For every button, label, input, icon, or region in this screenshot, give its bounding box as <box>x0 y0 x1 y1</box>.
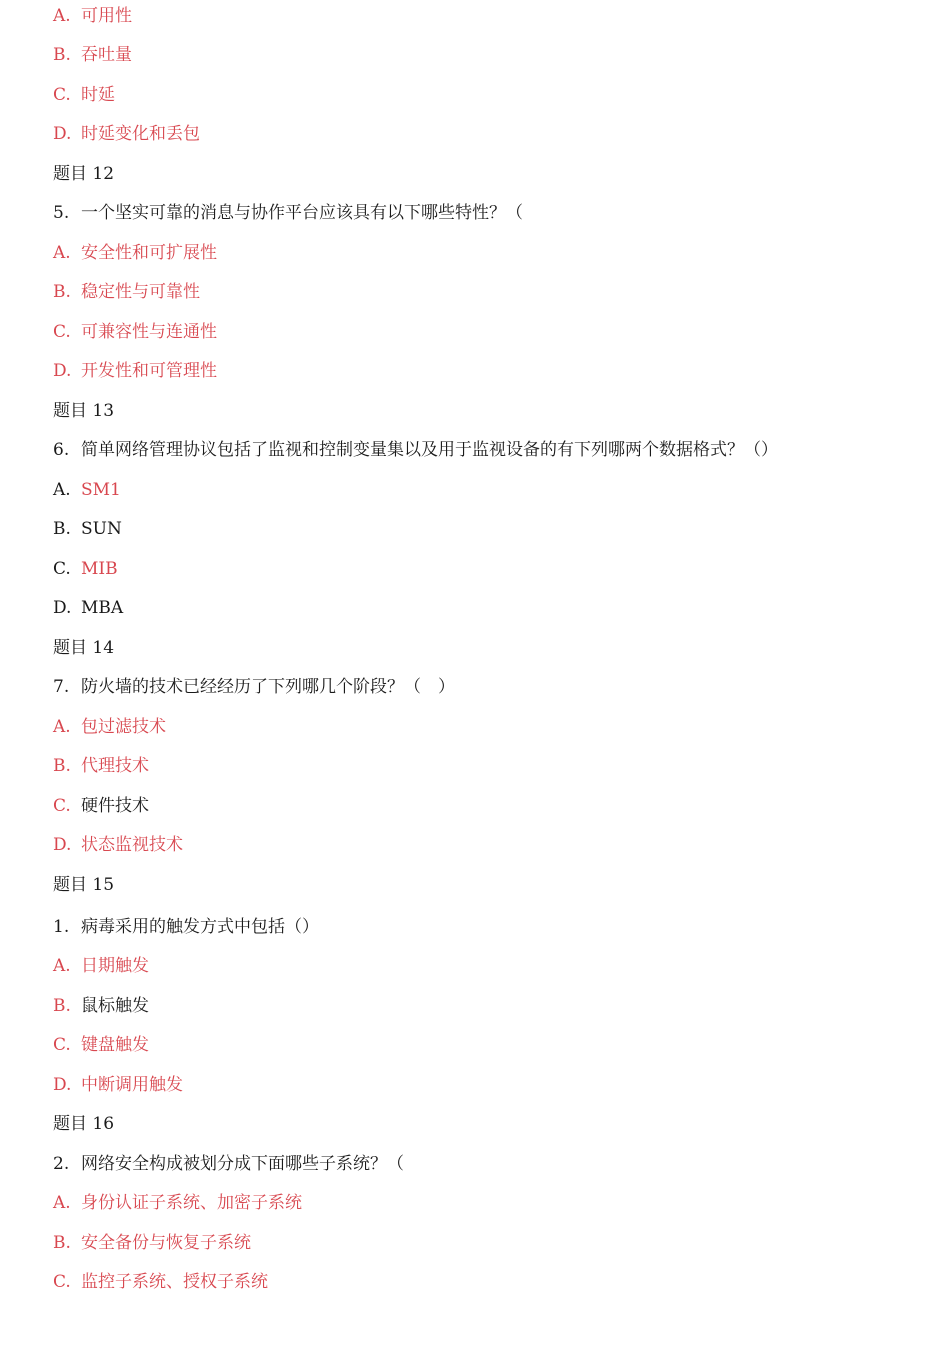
option-label: B. <box>53 519 71 539</box>
option-line <box>53 518 122 540</box>
question-number-heading <box>53 163 114 185</box>
option-line <box>53 123 200 145</box>
option-line <box>53 479 121 501</box>
question-label: 6. <box>53 440 70 460</box>
option-text: MBA <box>81 598 124 618</box>
option-text: 安全性和可扩展性 <box>81 243 217 263</box>
heading-text: 题目 16 <box>53 1114 115 1134</box>
option-line <box>53 281 200 303</box>
question-line <box>53 1153 404 1175</box>
option-text: 日期触发 <box>81 956 149 976</box>
option-line <box>53 321 217 343</box>
question-line <box>53 202 523 224</box>
option-line <box>53 795 149 817</box>
question-text: 一个坚实可靠的消息与协作平台应该具有以下哪些特性？（ <box>81 203 523 223</box>
option-text: 可兼容性与连通性 <box>81 322 217 342</box>
question-line <box>53 439 778 461</box>
option-text: 包过滤技术 <box>81 717 166 737</box>
option-label: C. <box>53 85 71 105</box>
option-text: 身份认证子系统、加密子系统 <box>81 1193 302 1213</box>
heading-text: 题目 12 <box>53 164 115 184</box>
option-line <box>53 84 115 106</box>
heading-text: 题目 13 <box>53 401 115 421</box>
question-line <box>53 916 319 938</box>
option-text: 中断调用触发 <box>81 1075 183 1095</box>
option-label: D. <box>53 598 72 618</box>
option-text: 安全备份与恢复子系统 <box>81 1233 251 1253</box>
option-label: D. <box>53 361 72 381</box>
question-label: 5. <box>53 203 70 223</box>
option-line <box>53 1034 149 1056</box>
option-text: 鼠标触发 <box>81 996 149 1016</box>
option-label: C. <box>53 1035 71 1055</box>
option-text: 时延 <box>81 85 115 105</box>
question-text: 网络安全构成被划分成下面哪些子系统？（ <box>81 1154 404 1174</box>
option-label: B. <box>53 996 71 1016</box>
option-line <box>53 360 217 382</box>
option-line <box>53 1232 251 1254</box>
option-text: 吞吐量 <box>81 45 132 65</box>
option-label: A. <box>53 717 71 737</box>
option-label: D. <box>53 835 72 855</box>
option-text: 开发性和可管理性 <box>81 361 217 381</box>
option-label: C. <box>53 322 71 342</box>
option-text: 时延变化和丢包 <box>81 124 200 144</box>
option-line <box>53 716 166 738</box>
option-text: 键盘触发 <box>81 1035 149 1055</box>
option-line <box>53 755 149 777</box>
option-line <box>53 1192 302 1214</box>
question-text: 防火墙的技术已经经历了下列哪几个阶段？（ ） <box>81 677 455 697</box>
option-label: A. <box>53 1193 71 1213</box>
option-label: B. <box>53 282 71 302</box>
option-text: SUN <box>81 519 122 539</box>
question-number-heading <box>53 400 114 422</box>
option-text: MIB <box>81 559 118 579</box>
option-line <box>53 955 149 977</box>
question-label: 1. <box>53 917 70 937</box>
option-label: A. <box>53 956 71 976</box>
heading-text: 题目 14 <box>53 638 115 658</box>
question-number-heading <box>53 874 114 896</box>
option-text: 稳定性与可靠性 <box>81 282 200 302</box>
option-line <box>53 44 132 66</box>
option-label: C. <box>53 559 71 579</box>
option-text: 代理技术 <box>81 756 149 776</box>
question-line <box>53 676 455 698</box>
option-label: B. <box>53 45 71 65</box>
option-label: A. <box>53 480 71 500</box>
option-line <box>53 995 149 1017</box>
option-line <box>53 1271 268 1293</box>
option-line <box>53 558 118 580</box>
question-number-heading <box>53 637 114 659</box>
option-text: 硬件技术 <box>81 796 149 816</box>
option-text: 监控子系统、授权子系统 <box>81 1272 268 1292</box>
option-text: SM1 <box>81 480 121 500</box>
option-text: 可用性 <box>81 6 132 26</box>
option-text: 状态监视技术 <box>81 835 183 855</box>
heading-text: 题目 15 <box>53 875 115 895</box>
option-label: C. <box>53 796 71 816</box>
option-label: D. <box>53 124 72 144</box>
option-label: B. <box>53 756 71 776</box>
question-text: 病毒采用的触发方式中包括（） <box>81 917 319 937</box>
option-label: C. <box>53 1272 71 1292</box>
option-line <box>53 5 132 27</box>
question-number-heading <box>53 1113 114 1135</box>
option-line <box>53 1074 183 1096</box>
question-text: 简单网络管理协议包括了监视和控制变量集以及用于监视设备的有下列哪两个数据格式？（） <box>81 440 778 460</box>
option-line <box>53 597 123 619</box>
option-label: A. <box>53 243 71 263</box>
option-line <box>53 242 217 264</box>
option-label: B. <box>53 1233 71 1253</box>
question-label: 7. <box>53 677 70 697</box>
option-label: D. <box>53 1075 72 1095</box>
option-label: A. <box>53 6 71 26</box>
question-label: 2. <box>53 1154 70 1174</box>
option-line <box>53 834 183 856</box>
